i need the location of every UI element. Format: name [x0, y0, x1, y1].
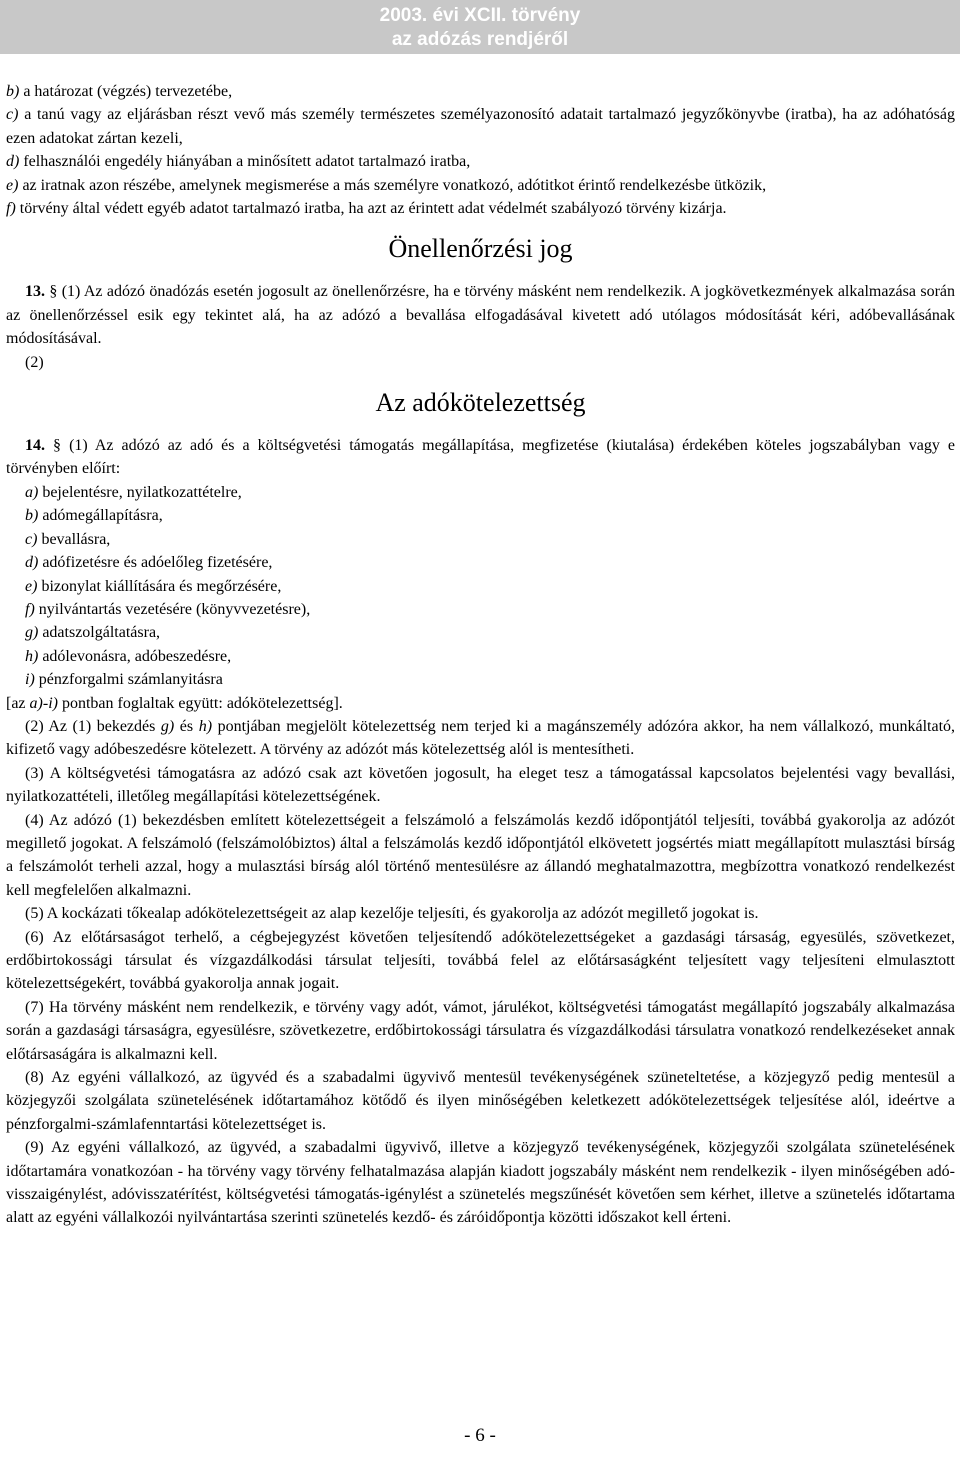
paragraph-14-7: (7) Ha törvény másként nem rendelkezik, e törvény vagy adót, vámot, járulékot, költségvetési támogatást megállapító jogszabály alkalmazása során a gazdasági társaságra, egyesülésre, szövetkezetre, erdőbirtokossági társulatra és vízgazdálkodási társulatra vonatkozó rendelkezéseket annak előtársaságára is alkalmazni kell. — [6, 998, 955, 1063]
running-header — [0, 0, 960, 54]
list-item-b: b) a határozat (végzés) tervezetébe, — [6, 83, 233, 100]
document-body — [6, 80, 955, 1230]
obligation-list — [6, 481, 955, 692]
header-law-title: 2003. évi XCII. törvény — [379, 5, 581, 26]
paragraph-14-8: (8) Az egyéni vállalkozó, az ügyvéd és a szabadalmi ügyvivő mentesül tevékenységének szüneteltetése, a közjegyző pedig mentesül a közjegyzői szolgálata szünetelésének időtartamához kötődő és ilyen minőségében keletkezett adókötelezettségek teljesítése alól, ideértve a pénzforgalmi-számlafenntartási kötelezettséget is. — [6, 1069, 955, 1133]
list-item-f: f) nyilvántartás vezetésére (könyvvezetésre), — [25, 600, 311, 618]
paragraph-14-9: (9) Az egyéni vállalkozó, az ügyvéd, a szabadalmi ügyvivő, illetve a közjegyző tevékenységének, közjegyzői szolgálata szünetelésének időtartamára vonatkozóan - ha törvény vagy törvény felhatalmazása alapján kiadott jogszabály másként nem rendelkezik - ilyen minőségében adó-visszaigénylést, adóvisszatérítést, költségvetési támogatás-igénylést a szünetelés megszűnését követően sem kérhet, illetve a szünetelés időtartama alatt az egyéni vállalkozói nyilvántartása szerinti szünetelés kezdő- és záróidőpontja közötti időszakot kell érteni. — [6, 1139, 955, 1227]
list-item-g: g) adatszolgáltatásra, — [25, 624, 161, 642]
header-law-subtitle: az adózás rendjéről — [391, 29, 569, 50]
list-item-f: f) törvény által védett egyéb adatot tartalmazó iratba, ha azt az érintett adat védelmét szabályozó törvény kizárja. — [6, 200, 727, 218]
paragraph-14-3: (3) A költségvetési támogatásra az adózó csak azt követően jogosult, ha eleget tesz a támogatással kapcsolatos bejelentési vagy bevallási, nyilatkozattételi, illetőleg megállapítási kötelezettségének. — [6, 764, 955, 806]
paragraph-13-2: (2) — [25, 353, 44, 371]
section-number-14: 14. — [25, 437, 45, 455]
list-item-d: d) adófizetésre és adóelőleg fizetésére, — [25, 554, 273, 572]
paragraph-14-6: (6) Az előtársaságot terhelő, a cégbejegyzést követően teljesítendő adókötelezettségeket a gazdasági társaság, egyesülés, szövetkezet, erdőbirtokossági társulat és vízgazdálkodási társulat teljesíti, továbbá felel az előtársaságként teljesített vagy teljesíteni elmulasztott kötelezettségekért, továbbá gyakorolja annak jogait. — [6, 928, 955, 993]
list-item-d: d) felhasználói engedély hiányában a minősített adatot tartalmazó iratba, — [6, 153, 471, 171]
list-summary: [az a)-i) pontban foglaltak együtt: adókötelezettség]. — [6, 694, 343, 712]
paragraph-14-1: 14. § (1) Az adózó az adó és a költségvetési támogatás megállapítása, megfizetése (kiutalása) érdekében köteles jogszabályban vagy e törvényben előírt: — [6, 437, 955, 478]
page-number: - 6 - — [464, 1425, 496, 1446]
paragraph-14-5: (5) A kockázati tőkealap adókötelezettségeit az alap kezelője teljesíti, és gyakorolja az adózót megillető jogokat is. — [25, 905, 759, 923]
paragraph-13-1: 13. § (1) Az adózó önadózás esetén jogosult az önellenőrzésre, ha e törvény másként nem rendelkezik. A jogkövetkezmények alkalmazása során az önellenőrzéssel esik egy tekintet alá, ha az adózó a bevallása elfogadásával kivetett adó utólagos módosítását kéri, adóbevallásának módosításával. — [6, 283, 955, 348]
list-item-c: c) bevallásra, — [25, 530, 111, 548]
paragraph-14-4: (4) Az adózó (1) bekezdésben említett kötelezettségeit a felszámoló a felszámolás kezdő időpontjától teljesíti, továbbá gyakorolja az adózót megillető jogokat. A felszámoló (felszámolóbiztos) által a felszámolás kezdő időpontjától elkövetett jogsértés miatt megállapított mulasztási bírság a felszámolót terheli azzal, hogy a mulasztási bírság alól történő mentesülésre az állandó meghatalmazottra, megbízottra vonatkozó rendelkezést kell megfelelően alkalmazni. — [6, 811, 955, 899]
list-item-e: e) az iratnak azon részébe, amelynek megismerése a más személyre vonatkozó, adótitkot érintő rendelkezésbe ütközik, — [6, 176, 767, 194]
section-number-13: 13. — [25, 283, 45, 301]
list-item-e: e) bizonylat kiállítására és megőrzésére, — [25, 577, 282, 595]
paragraph-14-2: (2) Az (1) bekezdés g) és h) pontjában megjelölt kötelezettség nem terjed ki a magánszemély adózóra akkor, ha nem vállalkozó, munkáltató, kifizető vagy adóbeszedésre kötelezett. A törvény az adózót más kötelezettség alól is mentesítheti. — [6, 717, 956, 759]
list-item-a: a) bejelentésre, nyilatkozattételre, — [25, 483, 242, 501]
list-item-c: c) a tanú vagy az eljárásban részt vevő más személy természetes személyazonosító adatait tartalmazó jegyzőkönyvbe (iratba), ha az adóhatóság ezen adatokat zártan kezeli, — [6, 106, 955, 147]
section-title-adokotelezettseg: Az adókötelezettség — [375, 388, 586, 418]
list-item-i: i) pénzforgalmi számlanyitásra — [25, 671, 223, 689]
list-item-h: h) adólevonásra, adóbeszedésre, — [25, 647, 232, 665]
section-title-onellenorzes: Önellenőrzési jog — [388, 234, 573, 264]
list-item-b: b) adómegállapításra, — [25, 507, 163, 525]
